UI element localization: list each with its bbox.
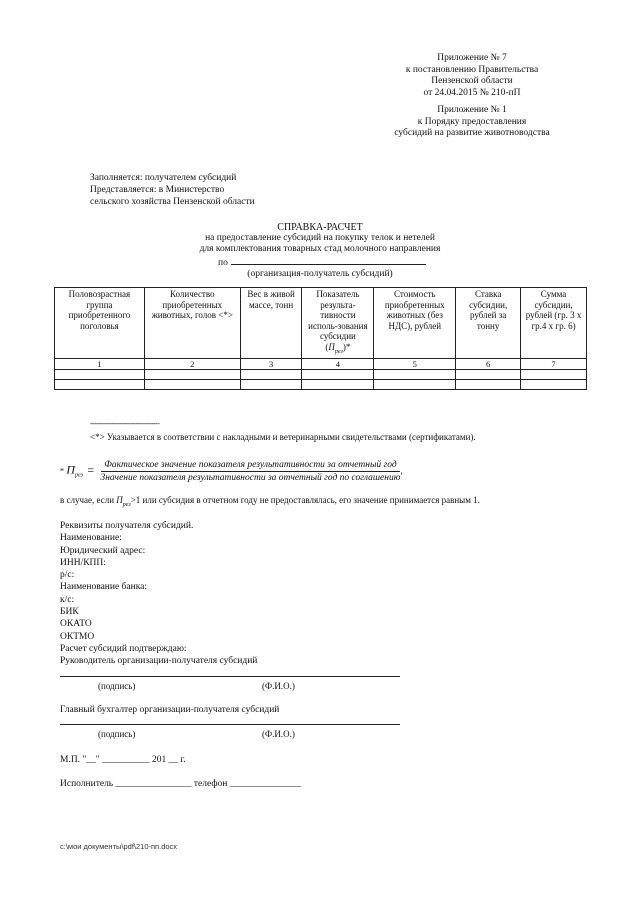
result-formula [60,460,403,483]
requisite-rs: р/с: [60,570,75,581]
appendix-line: Приложение № 7 [437,53,507,63]
title-line: для комплектования товарных стад молочного направления [199,244,441,254]
table-header-row [55,288,587,359]
table-cell[interactable] [302,369,374,379]
signature-caption: (подпись) [98,681,136,691]
table-header-cell: Стоимость приобретенных животных (без НДС), рублей [374,288,456,359]
col4-text: Показатель результа-тивности исполь-зования субсидии [308,289,368,341]
signature-line [60,676,400,677]
requisites-heading: Реквизиты получателя субсидий. [60,521,194,531]
table-cell[interactable] [374,369,456,379]
executor-line: Исполнитель ________________ телефон _______________ [60,779,301,789]
formula-comma: , [400,466,403,477]
note-symbol: П [116,495,123,505]
column-number: 4 [302,358,374,369]
calculation-table [54,287,587,390]
table-row [55,369,587,379]
appendix-line: Приложение № 1 [437,105,507,115]
table-header-cell [302,288,374,359]
title-line: на предоставление субсидий на покупку телок и нетелей [205,233,435,243]
formula-numerator: Фактическое значение показателя результативности за отчетный год [101,460,401,472]
column-number: 3 [240,358,302,369]
ministry: сельского хозяйства Пензенской области [90,197,255,207]
appendix-line: субсидий на развитие животноводства [394,128,550,138]
title-po: по [218,258,228,268]
formula-eq: = [87,462,95,477]
signature-line [60,724,400,725]
table-cell[interactable] [55,379,145,389]
requisite-ks: к/с: [60,594,75,605]
table-cell[interactable] [302,379,374,389]
column-number: 5 [374,358,456,369]
column-number: 2 [144,358,240,369]
requisite-head: Руководитель организации-получателя субсидий [60,656,258,667]
column-number: 6 [456,358,521,369]
table-cell[interactable] [55,369,145,379]
filled-by: Заполняется: получателем субсидий [90,173,237,183]
requisite-bank: Наименование банка: [60,582,148,593]
fio-caption: (Ф.И.О.) [262,681,295,691]
formula-star: * [60,466,64,476]
stamp-date-line: М.П. "__" __________ 201 __ г. [60,755,186,765]
col4-symbol: П [328,341,335,352]
formula-fraction [101,460,401,483]
table-header-cell: Вес в живой массе, тонн [240,288,302,359]
table-number-row [55,358,587,369]
table-header-cell: Сумма субсидии, рублей (гр. 3 х гр.4 х гр. 6) [521,288,587,359]
requisite-bik: БИК [60,607,79,618]
note-sub: рез [122,501,131,508]
table-row [55,379,587,389]
col4-open: ( [325,341,329,352]
table-cell[interactable] [521,379,587,389]
col4-sub: рез [334,348,343,355]
table-cell[interactable] [240,369,302,379]
requisite-inn: ИНН/КПП: [60,557,106,568]
note-after: >1 или субсидия в отчетном году не предоставлялась, его значение принимается равным 1. [130,495,480,505]
formula-denominator: Значение показателя результативности за отчетный год по соглашению [100,473,401,483]
formula-sub: рез [75,472,83,479]
requisites-block [60,520,257,668]
formula-note [60,495,480,508]
table-header-cell: Ставка субсидии, рублей за тонну [456,288,521,359]
table-cell[interactable] [374,379,456,389]
footnote-separator: -------------------------------- [90,419,160,428]
fio-caption: (Ф.И.О.) [262,729,295,739]
appendix-header [342,53,602,140]
requisite-name: Наименование: [60,533,122,544]
table-cell[interactable] [144,379,240,389]
chief-accountant-label: Главный бухгалтер организации-получателя субсидий [60,705,280,715]
column-number: 7 [521,358,587,369]
file-path-footer: c:\мои документы\pdf\210-пп.docx [60,842,178,851]
table-cell[interactable] [240,379,302,389]
col4-suffix: )* [342,341,351,352]
organization-blank-line [231,255,426,265]
table-cell[interactable] [456,379,521,389]
appendix-line: к Порядку предоставления [417,116,527,127]
title-heading: СПРАВКА-РАСЧЕТ [277,222,363,233]
table-header-cell: Количество приобретенных животных, голов <*> [144,288,240,359]
table-header-cell: Половозрастная группа приобретенного поголовья [55,288,145,359]
formula-symbol: П [66,462,76,477]
requisite-okato: ОКАТО [60,619,92,630]
document-title [130,222,510,280]
table-cell[interactable] [521,369,587,379]
appendix-line: к постановлению Правительства [405,64,539,75]
footnote: <*> Указывается в соответствии с накладными и ветеринарными свидетельствами (сертификатами). [90,432,476,442]
submitted-to: Представляется: в Министерство [90,185,225,195]
fill-info [90,172,255,208]
signature-caption: (подпись) [98,729,136,739]
note-before: в случае, если [60,495,115,505]
requisite-address: Юридический адрес: [60,545,146,556]
table-cell[interactable] [144,369,240,379]
column-number: 1 [55,358,145,369]
requisite-oktmo: ОКТМО [60,631,95,642]
org-caption: (организация-получатель субсидий) [247,269,393,279]
appendix-line: Пензенской области [431,76,513,86]
appendix-line: от 24.04.2015 № 210-пП [423,87,521,98]
table-cell[interactable] [456,369,521,379]
requisite-confirm: Расчет субсидий подтверждаю: [60,643,187,654]
